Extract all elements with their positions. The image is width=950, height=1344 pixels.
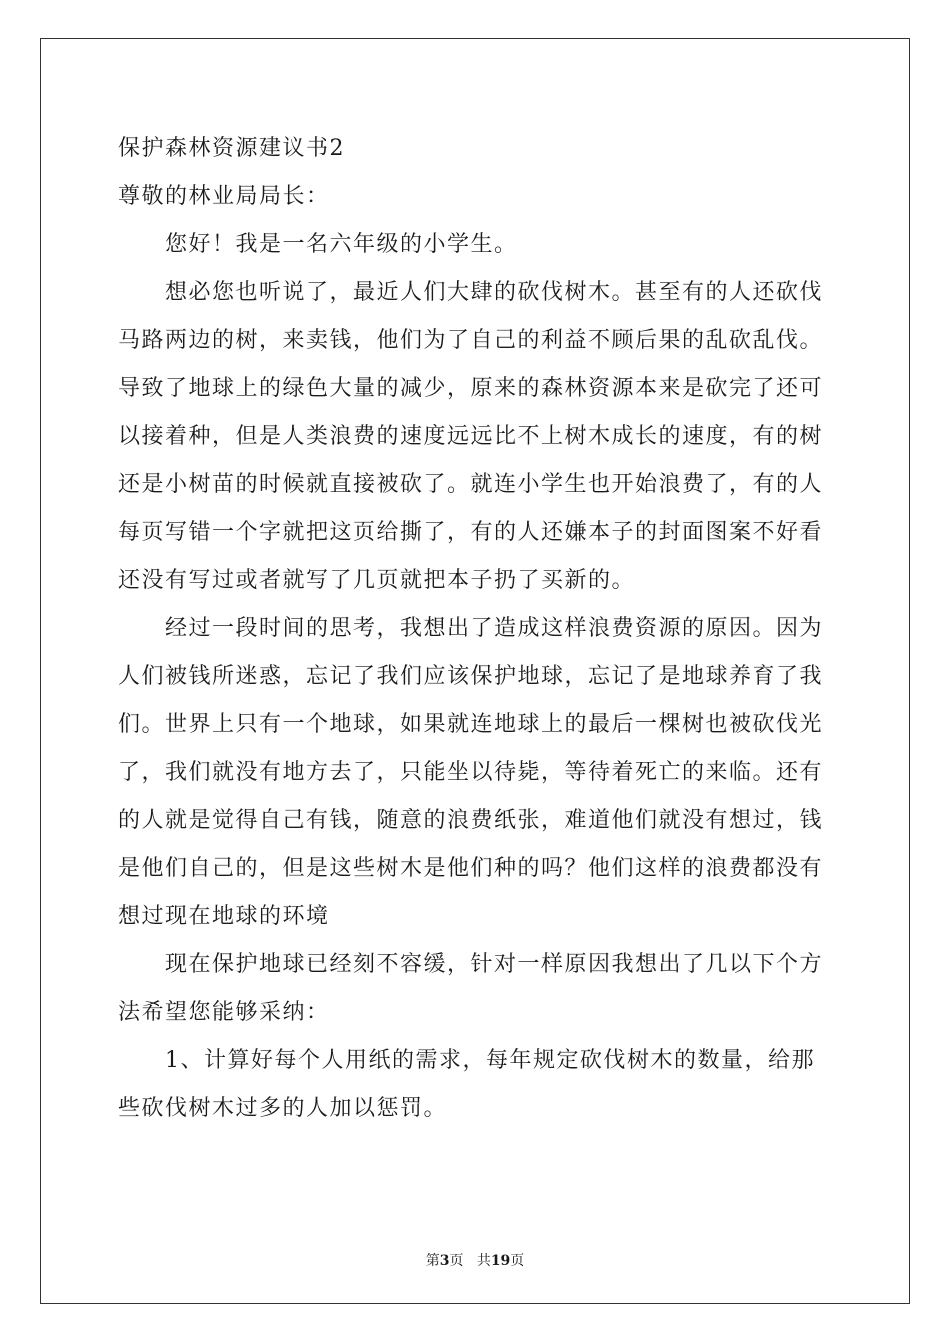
paragraph-line: 人们被钱所迷惑，忘记了我们应该保护地球，忘记了是地球养育了我: [118, 664, 824, 689]
paragraph-line: 马路两边的树，来卖钱，他们为了自己的利益不顾后果的乱砍乱伐。: [118, 328, 824, 353]
footer-total-prefix: 共: [476, 1253, 491, 1269]
paragraph-line: 了，我们就没有地方去了，只能坐以待毙，等待着死亡的来临。还有: [118, 760, 824, 785]
paragraph: [118, 221, 834, 269]
paragraph-line: 的人就是觉得自己有钱，随意的浪费纸张，难道他们就没有想过，钱: [118, 808, 824, 833]
paragraph-line: 还没有写过或者就写了几页就把本子扔了买新的。: [118, 568, 636, 593]
footer-total-suffix: 页: [510, 1253, 525, 1269]
paragraph-line: 以接着种，但是人类浪费的速度远远比不上树木成长的速度，有的树: [118, 424, 824, 449]
paragraph-line: 经过一段时间的思考，我想出了造成这样浪费资源的原因。因为: [118, 616, 824, 641]
document-title: 保护森林资源建议书2: [118, 136, 345, 161]
paragraph-line: 是他们自己的，但是这些树木是他们种的吗？他们这样的浪费都没有: [118, 856, 824, 881]
paragraph-line: 些砍伐树木过多的人加以惩罚。: [118, 1096, 448, 1121]
paragraphs: [118, 221, 834, 1133]
paragraph: [118, 941, 834, 1037]
footer-total-pages: 19: [490, 1253, 511, 1269]
salutation: 尊敬的林业局局长：: [118, 184, 330, 209]
footer-page-suffix: 页: [449, 1253, 464, 1269]
page-footer: [0, 1250, 950, 1270]
paragraph-line: 现在保护地球已经刻不容缓，针对一样原因我想出了几以下个方: [118, 952, 824, 977]
paragraph-line: 想过现在地球的环境: [118, 904, 330, 929]
paragraph-line: 您好！我是一名六年级的小学生。: [118, 232, 518, 257]
paragraph-line: 法希望您能够采纳：: [118, 1000, 330, 1025]
paragraph-line: 每页写错一个字就把这页给撕了，有的人还嫌本子的封面图案不好看: [118, 520, 824, 545]
paragraph: [118, 1037, 834, 1133]
document-body: [118, 125, 834, 1133]
paragraph: [118, 605, 834, 941]
footer-prefix: 第: [425, 1253, 440, 1269]
paragraph: [118, 269, 834, 605]
paragraph-line: 们。世界上只有一个地球，如果就连地球上的最后一棵树也被砍伐光: [118, 712, 824, 737]
footer-page-number: 3: [439, 1253, 450, 1269]
paragraph-line: 1、计算好每个人用纸的需求，每年规定砍伐树木的数量，给那: [118, 1048, 815, 1073]
paragraph-line: 想必您也听说了，最近人们大肆的砍伐树木。甚至有的人还砍伐: [118, 280, 824, 305]
paragraph-line: 还是小树苗的时候就直接被砍了。就连小学生也开始浪费了，有的人: [118, 472, 824, 497]
paragraph-line: 导致了地球上的绿色大量的减少，原来的森林资源本来是砍完了还可: [118, 376, 824, 401]
